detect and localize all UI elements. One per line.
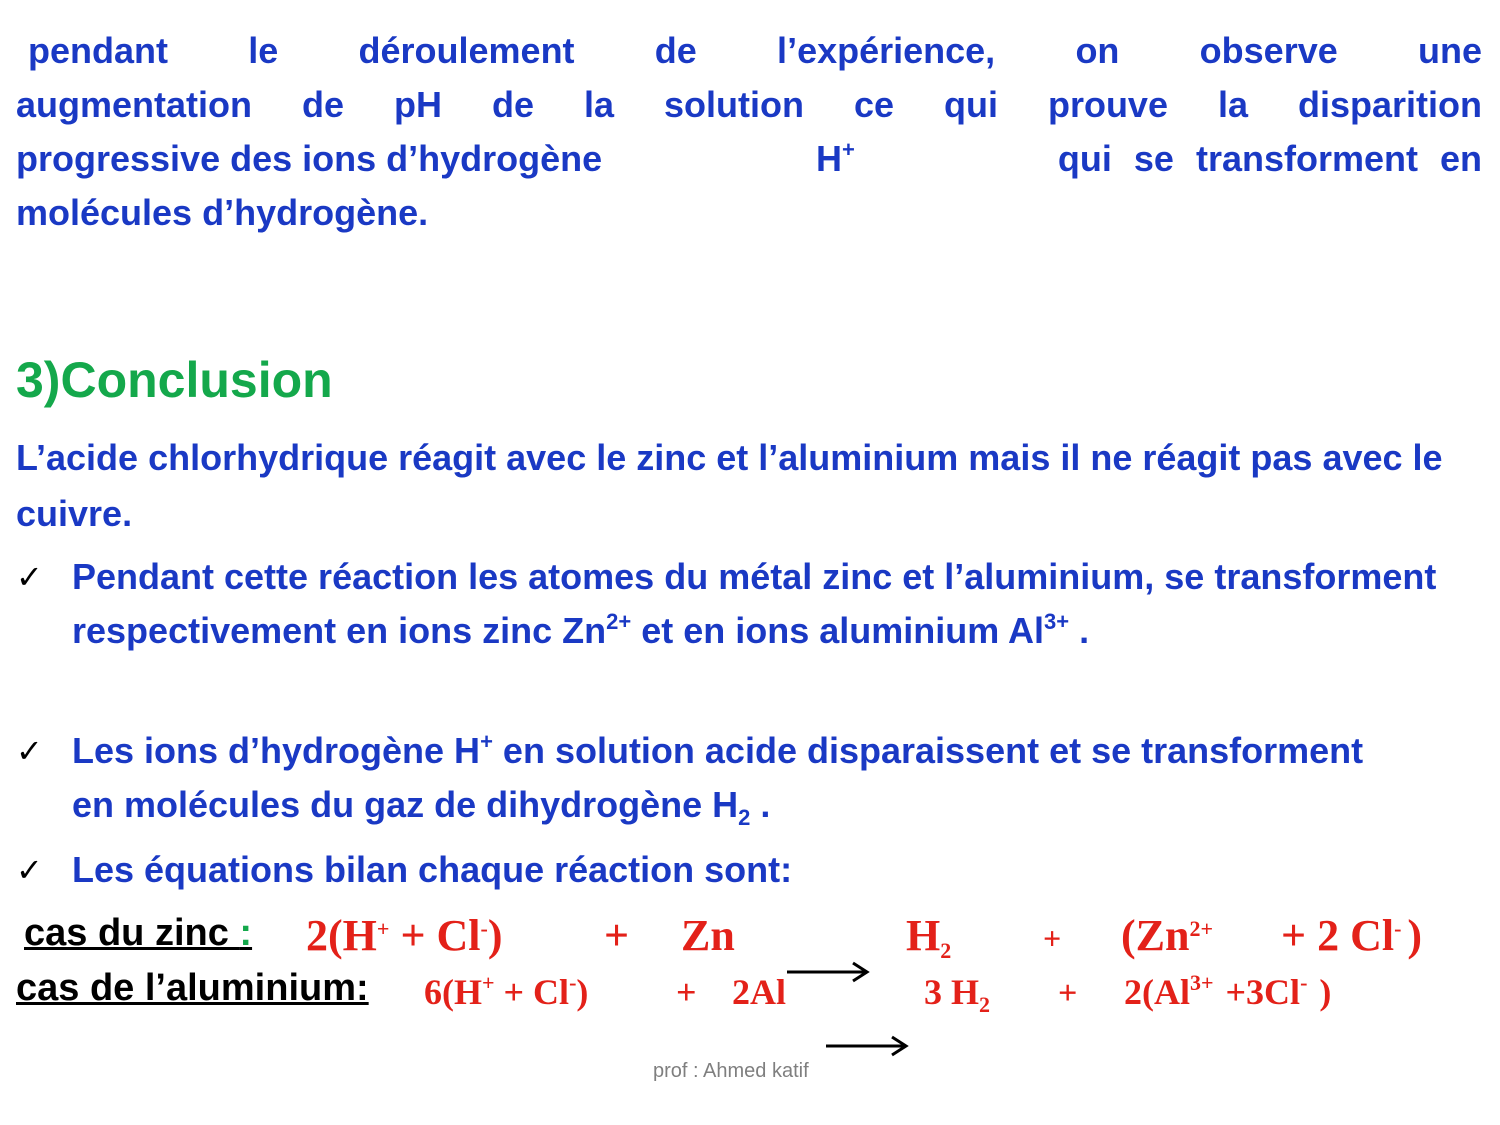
conclusion-text: L’acide chlorhydrique réagit avec le zinc et l’aluminium mais il ne réagit pas avec le cuivre. <box>16 437 1443 534</box>
intro-text-2: augmentation de pH de la solution ce qui prouve la disparition <box>16 84 1482 125</box>
intro-h-ion: H+ <box>816 137 855 179</box>
zinc-label: cas du zinc : <box>24 912 253 954</box>
aluminium-label: cas de l’aluminium: <box>16 967 369 1009</box>
al-plus-1: + <box>676 972 697 1012</box>
check-icon: ✓ <box>16 558 43 596</box>
zinc-product-h2: $H_2$ <box>906 911 952 963</box>
al-reactant-acid: 6(H+ + Cl-) <box>424 970 589 1012</box>
bullet-2-text: Les ions d’hydrogène H+ en solution acide disparaissent et se transforment en molécules du gaz de dihydrogène $H_2$ . <box>72 729 1364 830</box>
intro-line-1 <box>16 24 1482 78</box>
al-product-h2: 3 $H_2$ <box>924 972 991 1017</box>
intro-line-4 <box>16 186 1482 240</box>
al-product-salt: $2(Al^{3+} +3Cl^-$ ) <box>1124 970 1332 1012</box>
bullet-3-text: Les équations bilan chaque réaction sont: <box>72 849 793 890</box>
bullet-1-text: Pendant cette réaction les atomes du métal zinc et l’aluminium, se transforment respectivement en ions zinc $Zn^{2+}$ et en ions aluminium $Al^{3+}$ . <box>72 556 1437 651</box>
intro-text-1: pendant le déroulement de l’expérience, on observe une <box>28 30 1482 71</box>
zinc-plus-2: + <box>1043 920 1062 956</box>
intro-line-2 <box>16 78 1482 132</box>
zinc-reaction-arrow <box>785 960 875 984</box>
zinc-plus-1: + <box>604 911 630 960</box>
intro-text-4: molécules d’hydrogène. <box>16 192 429 233</box>
zinc-reactant-acid: 2(H+ + Cl-) <box>306 911 503 960</box>
intro-text-3a: progressive des ions d’hydrogène <box>16 138 603 179</box>
intro-line-3 <box>16 132 1482 186</box>
zinc-metal: Zn <box>681 911 735 960</box>
author-footer: prof : Ahmed katif <box>653 1060 809 1082</box>
conclusion-heading: 3)Conclusion <box>16 352 333 408</box>
zinc-product-salt: ($Zn^{2+}$ <box>1121 911 1214 960</box>
al-plus-2: + <box>1058 975 1078 1012</box>
intro-text-3b: qui se transforment en <box>1057 138 1482 179</box>
aluminium-reaction-arrow <box>824 1034 914 1058</box>
zinc-product-salt-b: + 2 Cl- ) <box>1281 911 1423 960</box>
check-icon: ✓ <box>16 732 43 770</box>
al-metal: 2Al <box>732 972 786 1012</box>
check-icon: ✓ <box>16 851 43 889</box>
